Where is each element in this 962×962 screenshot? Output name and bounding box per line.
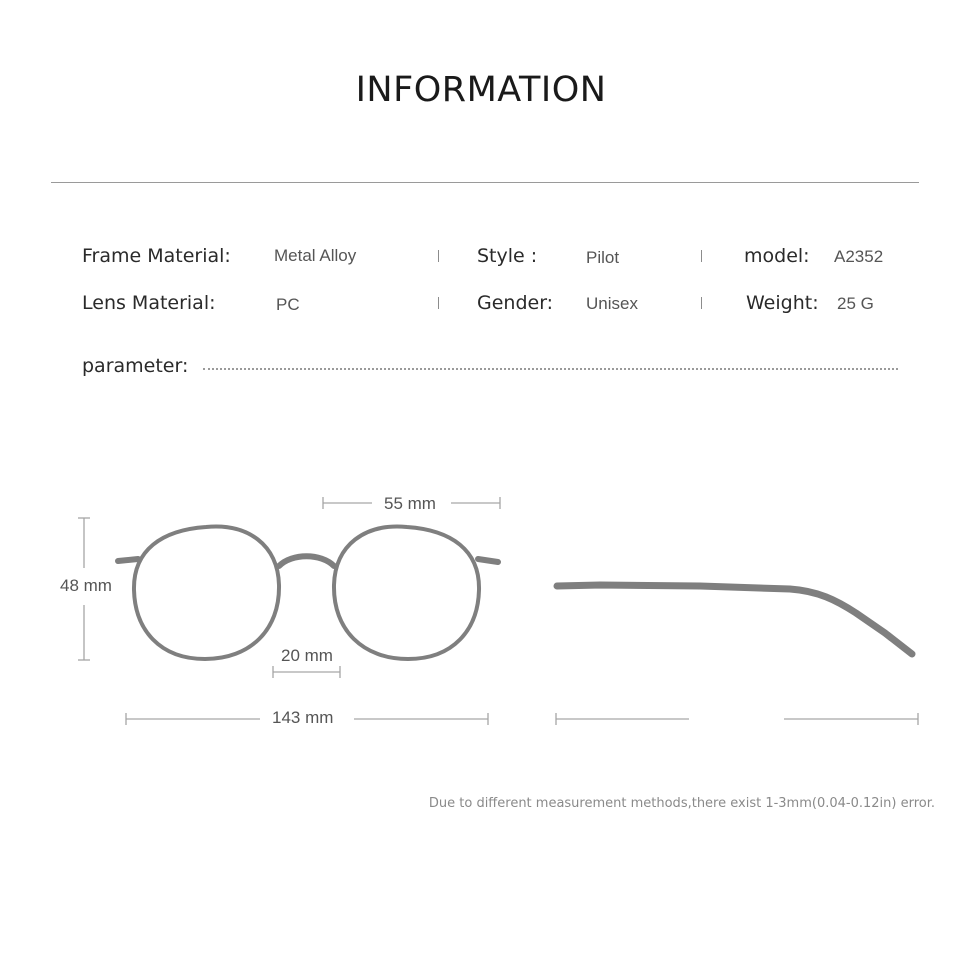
model-value: A2352 — [834, 247, 884, 266]
measurement-error-note: Due to different measurement methods,there exist 1-3mm(0.04-0.12in) error. — [428, 796, 935, 811]
dimension-lines — [78, 497, 918, 725]
bridge-width-label: 20 mm — [281, 646, 333, 665]
page-title: INFORMATION — [355, 70, 607, 110]
lens-height-label: 48 mm — [60, 576, 112, 595]
weight-label: Weight: — [746, 292, 819, 314]
lens-material-value: PC — [276, 295, 300, 314]
gender-value: Unisex — [586, 294, 638, 313]
lens-width-label: 55 mm — [384, 494, 436, 513]
gender-label: Gender: — [477, 292, 554, 314]
frame-width-label: 143 mm — [272, 708, 334, 727]
lens-material-label: Lens Material: — [82, 292, 216, 314]
bridge — [279, 556, 334, 566]
left-end-piece — [118, 559, 138, 561]
frame-material-value: Metal Alloy — [274, 246, 357, 265]
style-value: Pilot — [586, 248, 620, 267]
right-end-piece — [478, 559, 498, 562]
left-lens-rim — [134, 527, 279, 659]
right-lens-rim — [334, 527, 479, 659]
glasses-side-view — [557, 585, 912, 654]
parameter-label: parameter: — [82, 355, 189, 377]
temple-arm — [557, 585, 912, 654]
glasses-front-view — [118, 527, 498, 659]
model-label: model: — [744, 245, 810, 267]
weight-value: 25 G — [837, 294, 874, 313]
frame-material-label: Frame Material: — [82, 245, 231, 267]
style-label: Style : — [477, 245, 538, 267]
